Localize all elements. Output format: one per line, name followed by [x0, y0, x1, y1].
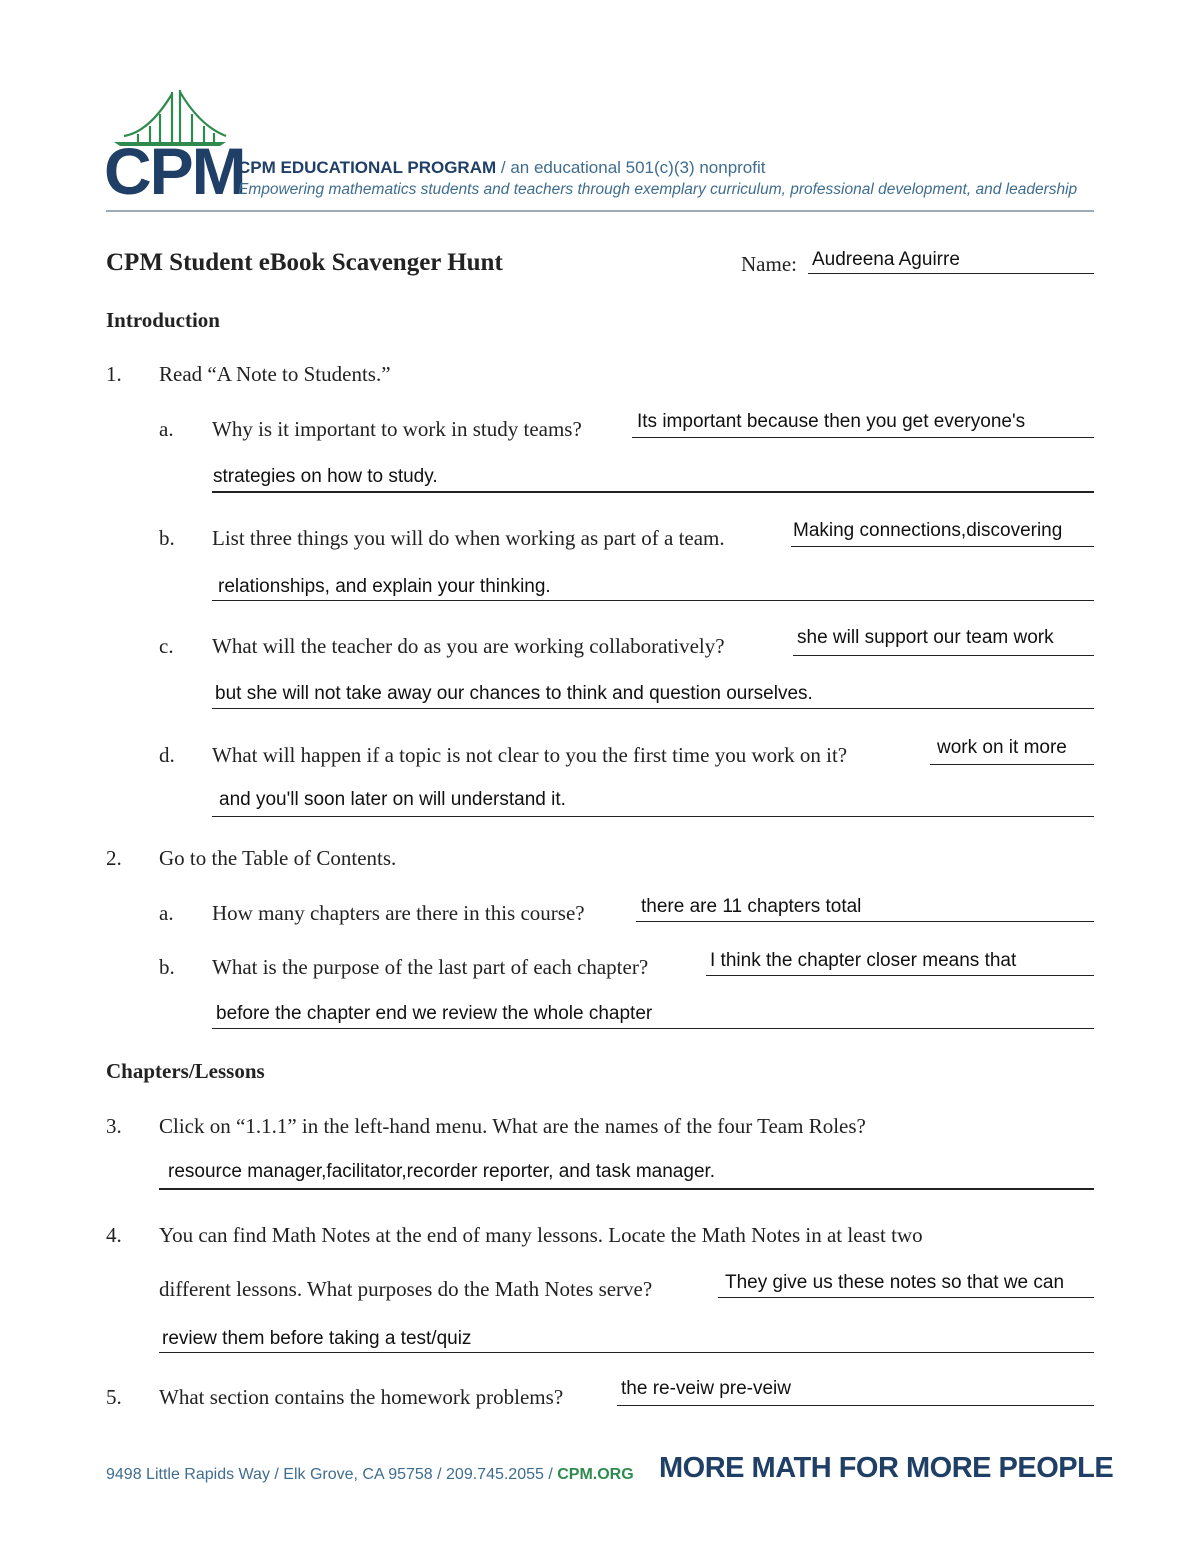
- answer-2a-line1[interactable]: there are 11 chapters total: [641, 896, 862, 917]
- answer-underline: [793, 655, 1094, 656]
- question-1c-letter: c.: [159, 634, 174, 658]
- question-5-text: What section contains the homework problems?: [159, 1385, 564, 1409]
- answer-underline: [159, 1188, 1094, 1190]
- question-1d-text: What will happen if a topic is not clear to you the first time you work on it?: [212, 743, 848, 767]
- question-2b-letter: b.: [159, 955, 175, 979]
- answer-4-line1[interactable]: They give us these notes so that we can: [725, 1272, 1065, 1293]
- answer-1c-line1[interactable]: she will support our team work: [797, 627, 1054, 648]
- question-2-text: Go to the Table of Contents.: [159, 846, 397, 870]
- name-underline: [808, 273, 1094, 274]
- worksheet-title: CPM Student eBook Scavenger Hunt: [106, 249, 503, 276]
- question-1b-letter: b.: [159, 526, 175, 550]
- answer-underline: [212, 816, 1094, 817]
- cpm-logo-text: CPM: [104, 134, 245, 208]
- answer-1d-line1[interactable]: work on it more: [937, 737, 1067, 758]
- footer-address-text: 9498 Little Rapids Way / Elk Grove, CA 95758 / 209.745.2055 /: [106, 1466, 558, 1483]
- question-5-number: 5.: [106, 1385, 122, 1409]
- answer-underline: [212, 708, 1094, 709]
- section-chapters-lessons: Chapters/Lessons: [106, 1059, 265, 1083]
- org-separator: /: [496, 158, 511, 177]
- question-4-text-line1: You can find Math Notes at the end of many lessons. Locate the Math Notes in at least two: [159, 1223, 923, 1247]
- question-2-number: 2.: [106, 846, 122, 870]
- answer-3-line1[interactable]: resource manager,facilitator,recorder reporter, and task manager.: [168, 1161, 716, 1182]
- answer-underline: [212, 491, 1094, 493]
- footer-address: [106, 1466, 634, 1484]
- question-4-number: 4.: [106, 1223, 122, 1247]
- footer-slogan: MORE MATH FOR MORE PEOPLE: [659, 1452, 1114, 1484]
- header-divider: [106, 210, 1094, 212]
- answer-2b-line1[interactable]: I think the chapter closer means that: [710, 950, 1017, 971]
- question-1b-text: List three things you will do when working as part of a team.: [212, 526, 725, 550]
- answer-1b-line2[interactable]: relationships, and explain your thinking.: [218, 576, 551, 597]
- question-2b-text: What is the purpose of the last part of each chapter?: [212, 955, 649, 979]
- question-2a-text: How many chapters are there in this course?: [212, 901, 585, 925]
- org-status: an educational 501(c)(3) nonprofit: [510, 158, 766, 177]
- answer-2b-line2[interactable]: before the chapter end we review the whole chapter: [216, 1003, 653, 1024]
- answer-1a-line1[interactable]: Its important because then you get everyone's: [637, 411, 1026, 432]
- answer-5-line1[interactable]: the re-veiw pre-veiw: [621, 1378, 791, 1399]
- org-name: CPM EDUCATIONAL PROGRAM: [238, 158, 497, 177]
- answer-underline: [159, 1352, 1094, 1353]
- name-field[interactable]: Audreena Aguirre: [812, 249, 960, 270]
- answer-underline: [617, 1405, 1094, 1406]
- org-tagline: Empowering mathematics students and teachers through exemplary curriculum, professional development, and leadership: [238, 181, 1078, 198]
- question-1a-letter: a.: [159, 417, 174, 441]
- answer-underline: [212, 1028, 1094, 1029]
- answer-4-line2[interactable]: review them before taking a test/quiz: [162, 1328, 472, 1349]
- answer-underline: [930, 764, 1094, 765]
- question-1a-text: Why is it important to work in study teams?: [212, 417, 582, 441]
- answer-1a-line2[interactable]: strategies on how to study.: [213, 466, 438, 487]
- answer-1c-line2[interactable]: but she will not take away our chances to think and question ourselves.: [215, 683, 813, 704]
- question-1d-letter: d.: [159, 743, 175, 767]
- question-1-text: Read “A Note to Students.”: [159, 362, 391, 386]
- answer-1d-line2[interactable]: and you'll soon later on will understand it.: [219, 789, 566, 810]
- question-3-text: Click on “1.1.1” in the left-hand menu. What are the names of the four Team Roles?: [159, 1114, 866, 1138]
- question-4-text-line2: different lessons. What purposes do the Math Notes serve?: [159, 1277, 653, 1301]
- answer-underline: [212, 600, 1094, 601]
- answer-underline: [632, 437, 1094, 438]
- answer-underline: [636, 921, 1094, 922]
- org-name-line: [238, 158, 766, 178]
- answer-underline: [791, 546, 1094, 547]
- name-label: Name:: [741, 252, 797, 276]
- section-introduction: Introduction: [106, 308, 220, 332]
- question-1-number: 1.: [106, 362, 122, 386]
- footer-site-link[interactable]: CPM.ORG: [557, 1466, 634, 1483]
- answer-underline: [706, 975, 1094, 976]
- question-2a-letter: a.: [159, 901, 174, 925]
- question-3-number: 3.: [106, 1114, 122, 1138]
- answer-underline: [718, 1297, 1094, 1298]
- question-1c-text: What will the teacher do as you are working collaboratively?: [212, 634, 725, 658]
- answer-1b-line1[interactable]: Making connections,discovering: [793, 520, 1063, 541]
